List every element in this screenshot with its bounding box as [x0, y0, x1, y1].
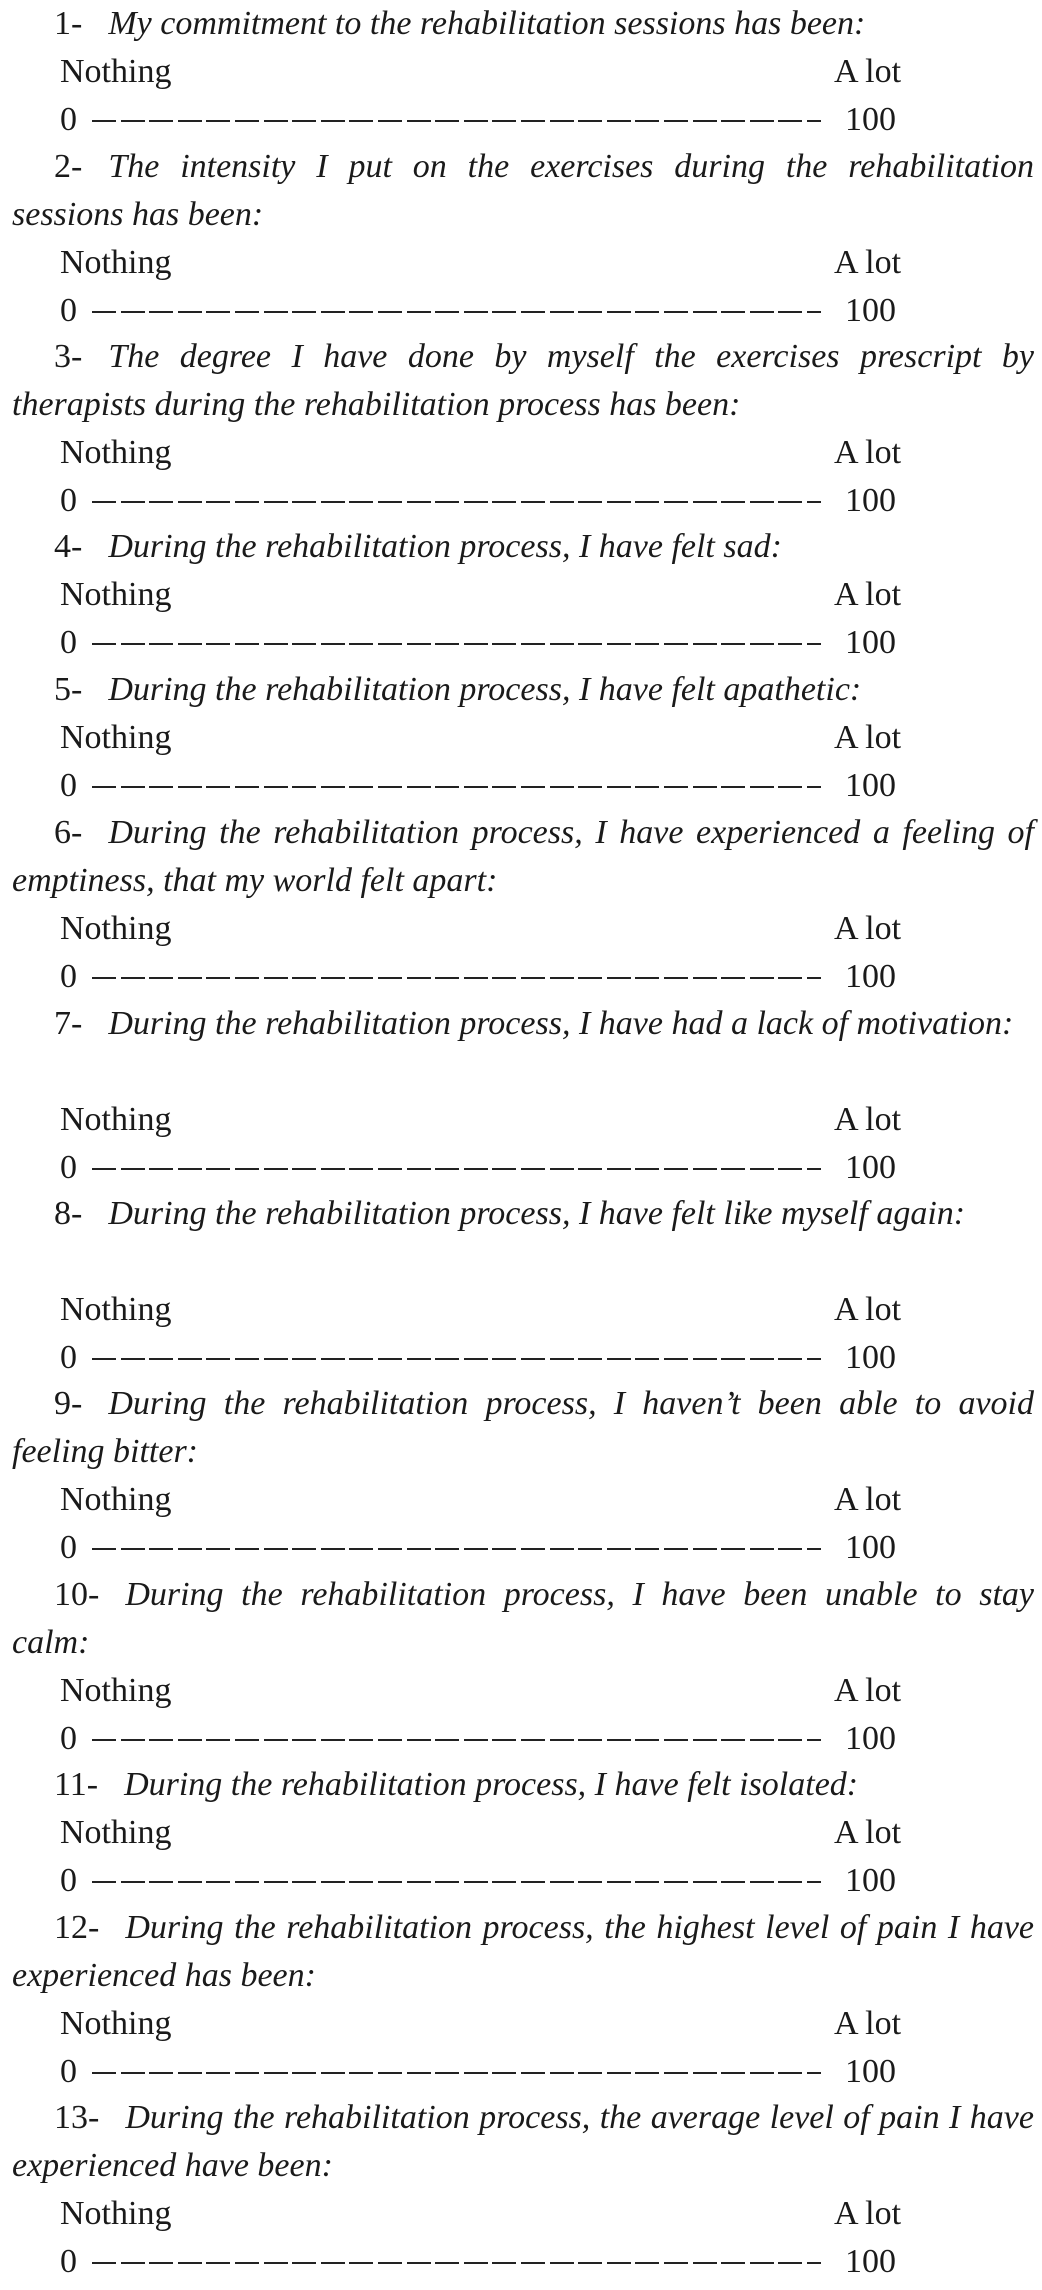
scale-line[interactable]: [92, 1144, 836, 1192]
scale-min-value: 0: [60, 624, 77, 661]
question-text: [12, 1761, 1034, 1809]
question-text: [12, 2094, 1034, 2190]
scale-max-value: 100: [845, 482, 896, 519]
scale-high-label: A lot: [834, 434, 902, 471]
scale-max-value: 100: [845, 2053, 896, 2090]
question-prompt: During the rehabilitation process, I have felt sad:: [108, 528, 782, 565]
scale-endpoint-labels: [0, 714, 1042, 762]
visual-analog-scale[interactable]: [0, 287, 1042, 335]
scale-line[interactable]: [92, 1524, 836, 1572]
scale-min-value: 0: [60, 1720, 77, 1757]
scale-max-value: 100: [845, 2243, 896, 2280]
scale-low-label: Nothing: [60, 719, 172, 756]
scale-line[interactable]: [92, 1334, 836, 1382]
scale-high-label: A lot: [834, 1291, 902, 1328]
scale-line[interactable]: [92, 619, 836, 667]
question-prompt: During the rehabilitation process, I have felt isolated:: [124, 1766, 859, 1803]
scale-low-label: Nothing: [60, 910, 172, 947]
question-text: [12, 333, 1034, 429]
scale-min-value: 0: [60, 101, 77, 138]
scale-max-value: 100: [845, 292, 896, 329]
questionnaire-item: [0, 523, 1042, 667]
scale-low-label: Nothing: [60, 2195, 172, 2232]
scale-endpoint-labels: [0, 2190, 1042, 2238]
scale-min-value: 0: [60, 482, 77, 519]
question-prompt: During the rehabilitation process, I have had a lack of motivation:: [108, 1005, 1014, 1042]
question-prompt: During the rehabilitation process, I have been unable to stay calm:: [12, 1576, 1034, 1661]
scale-high-label: A lot: [834, 2195, 902, 2232]
question-text: [12, 1571, 1034, 1667]
scale-low-label: Nothing: [60, 434, 172, 471]
scale-line[interactable]: [92, 1715, 836, 1763]
scale-low-label: Nothing: [60, 1481, 172, 1518]
scale-high-label: A lot: [834, 244, 902, 281]
question-prompt: During the rehabilitation process, I have felt apathetic:: [108, 671, 862, 708]
scale-low-label: Nothing: [60, 1672, 172, 1709]
question-text: [12, 1904, 1034, 2000]
scale-endpoint-labels: [0, 1476, 1042, 1524]
scale-line[interactable]: [92, 477, 836, 525]
scale-max-value: 100: [845, 1720, 896, 1757]
scale-max-value: 100: [845, 1862, 896, 1899]
question-text: [12, 1000, 1034, 1048]
question-prompt: During the rehabilitation process, I have experienced a feeling of emptiness, that my world felt apart:: [12, 814, 1034, 899]
scale-endpoint-labels: [0, 2000, 1042, 2048]
scale-low-label: Nothing: [60, 53, 172, 90]
questionnaire-item: [0, 1380, 1042, 1572]
questionnaire-item: [0, 143, 1042, 335]
question-prompt: During the rehabilitation process, the average level of pain I have experienced have been:: [12, 2099, 1034, 2184]
question-text: [12, 666, 1034, 714]
scale-max-value: 100: [845, 1529, 896, 1566]
visual-analog-scale[interactable]: [0, 1144, 1042, 1192]
questionnaire-item: [0, 1190, 1042, 1382]
question-prompt: During the rehabilitation process, the highest level of pain I have experienced has been:: [12, 1909, 1034, 1994]
scale-min-value: 0: [60, 1529, 77, 1566]
question-text: [12, 1380, 1034, 1476]
question-number: 8-: [54, 1195, 83, 1232]
question-number: 10-: [54, 1576, 100, 1613]
scale-line[interactable]: [92, 2048, 836, 2096]
scale-line[interactable]: [92, 953, 836, 1001]
questionnaire-item: [0, 0, 1042, 144]
scale-max-value: 100: [845, 958, 896, 995]
question-prompt: During the rehabilitation process, I haven’t been able to avoid feeling bitter:: [12, 1385, 1034, 1470]
question-text: [12, 809, 1034, 905]
questionnaire-item: [0, 1571, 1042, 1763]
scale-high-label: A lot: [834, 1814, 902, 1851]
visual-analog-scale[interactable]: [0, 1524, 1042, 1572]
visual-analog-scale[interactable]: [0, 619, 1042, 667]
scale-max-value: 100: [845, 101, 896, 138]
question-number: 4-: [54, 528, 83, 565]
scale-min-value: 0: [60, 767, 77, 804]
scale-min-value: 0: [60, 2243, 77, 2280]
visual-analog-scale[interactable]: [0, 1857, 1042, 1905]
visual-analog-scale[interactable]: [0, 477, 1042, 525]
question-number: 3-: [54, 338, 83, 375]
scale-high-label: A lot: [834, 1481, 902, 1518]
scale-high-label: A lot: [834, 576, 902, 613]
scale-max-value: 100: [845, 767, 896, 804]
question-number: 1-: [54, 5, 83, 42]
question-number: 13-: [54, 2099, 100, 2136]
scale-line[interactable]: [92, 762, 836, 810]
scale-low-label: Nothing: [60, 1291, 172, 1328]
scale-endpoint-labels: [0, 239, 1042, 287]
questionnaire-item: [0, 2094, 1042, 2286]
scale-endpoint-labels: [0, 1809, 1042, 1857]
scale-endpoint-labels: [0, 571, 1042, 619]
scale-low-label: Nothing: [60, 576, 172, 613]
question-text: [12, 523, 1034, 571]
scale-low-label: Nothing: [60, 1814, 172, 1851]
question-number: 2-: [54, 148, 83, 185]
questionnaire-item: [0, 809, 1042, 1001]
scale-high-label: A lot: [834, 910, 902, 947]
visual-analog-scale[interactable]: [0, 953, 1042, 1001]
question-number: 12-: [54, 1909, 100, 1946]
question-text: [12, 143, 1034, 239]
scale-low-label: Nothing: [60, 2005, 172, 2042]
scale-min-value: 0: [60, 958, 77, 995]
visual-analog-scale[interactable]: [0, 2048, 1042, 2096]
question-number: 6-: [54, 814, 83, 851]
scale-endpoint-labels: [0, 429, 1042, 477]
scale-min-value: 0: [60, 1149, 77, 1186]
scale-line[interactable]: [92, 96, 836, 144]
visual-analog-scale[interactable]: [0, 1334, 1042, 1382]
scale-high-label: A lot: [834, 1672, 902, 1709]
scale-endpoint-labels: [0, 905, 1042, 953]
questionnaire-item: [0, 1000, 1042, 1192]
question-number: 5-: [54, 671, 83, 708]
question-text: [12, 0, 1034, 48]
question-number: 9-: [54, 1385, 83, 1422]
visual-analog-scale[interactable]: [0, 2238, 1042, 2286]
scale-min-value: 0: [60, 2053, 77, 2090]
scale-endpoint-labels: [0, 1286, 1042, 1334]
scale-line[interactable]: [92, 2238, 836, 2286]
scale-line[interactable]: [92, 1857, 836, 1905]
scale-max-value: 100: [845, 1339, 896, 1376]
question-prompt: During the rehabilitation process, I have felt like myself again:: [108, 1195, 966, 1232]
visual-analog-scale[interactable]: [0, 1715, 1042, 1763]
question-text: [12, 1190, 1034, 1238]
question-prompt: The intensity I put on the exercises during the rehabilitation sessions has been:: [12, 148, 1034, 233]
visual-analog-scale[interactable]: [0, 96, 1042, 144]
scale-high-label: A lot: [834, 719, 902, 756]
scale-high-label: A lot: [834, 2005, 902, 2042]
scale-line[interactable]: [92, 287, 836, 335]
questionnaire-item: [0, 666, 1042, 810]
scale-endpoint-labels: [0, 1096, 1042, 1144]
questionnaire-item: [0, 333, 1042, 525]
question-prompt: The degree I have done by myself the exercises prescript by therapists during the rehabilitation process has been:: [12, 338, 1034, 423]
scale-low-label: Nothing: [60, 1101, 172, 1138]
question-number: 11-: [54, 1766, 99, 1803]
question-prompt: My commitment to the rehabilitation sessions has been:: [108, 5, 866, 42]
visual-analog-scale[interactable]: [0, 762, 1042, 810]
scale-max-value: 100: [845, 1149, 896, 1186]
questionnaire-item: [0, 1904, 1042, 2096]
scale-endpoint-labels: [0, 1667, 1042, 1715]
scale-high-label: A lot: [834, 53, 902, 90]
scale-min-value: 0: [60, 1339, 77, 1376]
questionnaire-item: [0, 1761, 1042, 1905]
question-number: 7-: [54, 1005, 83, 1042]
scale-low-label: Nothing: [60, 244, 172, 281]
scale-min-value: 0: [60, 292, 77, 329]
scale-min-value: 0: [60, 1862, 77, 1899]
scale-max-value: 100: [845, 624, 896, 661]
scale-endpoint-labels: [0, 48, 1042, 96]
scale-high-label: A lot: [834, 1101, 902, 1138]
